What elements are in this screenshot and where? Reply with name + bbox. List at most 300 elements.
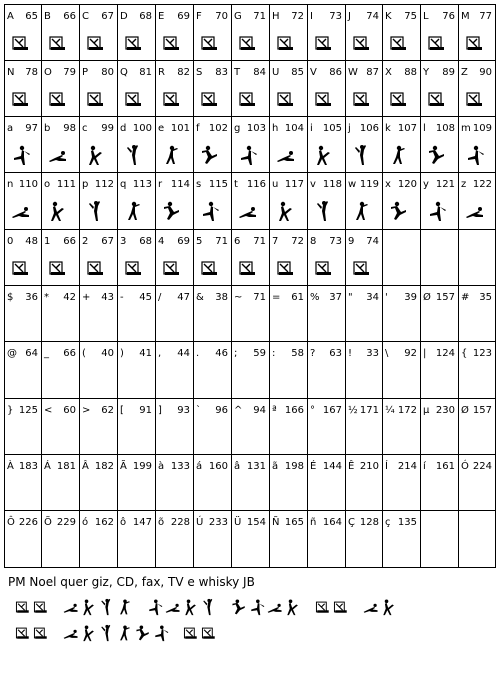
cell-code: 44 — [177, 348, 190, 359]
placeholder-icon — [388, 32, 410, 54]
cell-code: 71 — [253, 236, 266, 247]
cell-label — [158, 460, 190, 474]
figure-icon — [161, 144, 183, 166]
cell-character: b — [44, 123, 51, 134]
figure-icon — [388, 144, 410, 166]
glyph-cell — [193, 510, 231, 567]
glyph-cell — [155, 229, 193, 285]
placeholder-icon — [426, 32, 448, 54]
cell-label — [461, 66, 492, 80]
glyph-cell — [269, 172, 307, 229]
glyph-cell — [307, 116, 345, 172]
figure-icon — [98, 622, 116, 644]
cell-character: F — [196, 11, 202, 22]
placeholder-icon — [351, 88, 373, 110]
cell-label — [461, 291, 492, 305]
placeholder-icon — [10, 32, 32, 54]
glyph-cell — [345, 341, 382, 398]
cell-character: Ø — [423, 292, 431, 303]
cell-code: 74 — [366, 236, 379, 247]
cell-label — [44, 122, 76, 136]
cell-character: 0 — [7, 236, 14, 247]
cell-label — [158, 122, 190, 136]
placeholder-icon — [85, 32, 107, 54]
cell-character: ' — [385, 292, 388, 303]
sample-text: PM Noel quer giz, CD, fax, TV e whisky JB — [8, 575, 255, 589]
cell-code: 183 — [18, 461, 38, 472]
cell-label — [385, 178, 417, 192]
cell-code: 123 — [472, 348, 492, 359]
glyph-cell — [231, 285, 269, 341]
cell-label — [158, 66, 190, 80]
cell-character: Á — [44, 461, 51, 472]
placeholder-icon — [313, 32, 335, 54]
cell-code: 43 — [101, 292, 114, 303]
cell-label — [7, 291, 38, 305]
glyph-cell — [420, 172, 458, 229]
cell-label — [272, 66, 304, 80]
placeholder-icon — [182, 622, 200, 644]
glyph-cell — [231, 229, 269, 285]
glyph-cell — [458, 398, 495, 454]
glyph-cell — [41, 4, 79, 60]
cell-character: w — [348, 179, 357, 190]
cell-character: { — [461, 348, 468, 359]
cell-code: 59 — [253, 348, 266, 359]
cell-code: 121 — [435, 179, 455, 190]
figure-icon — [237, 144, 259, 166]
cell-label — [82, 404, 114, 418]
cell-character: ( — [82, 348, 86, 359]
cell-label — [196, 10, 228, 24]
cell-code: 70 — [215, 11, 228, 22]
glyph-cell — [458, 60, 495, 116]
glyph-cell — [345, 229, 382, 285]
placeholder-icon — [314, 596, 332, 618]
grid-row-line — [4, 567, 496, 568]
placeholder-icon — [237, 32, 259, 54]
cell-character: à — [158, 461, 165, 472]
cell-label — [234, 291, 266, 305]
cell-character: l — [423, 123, 426, 134]
figure-icon — [351, 200, 373, 222]
glyph-cell — [458, 341, 495, 398]
cell-character: õ — [158, 517, 165, 528]
cell-code: 226 — [18, 517, 38, 528]
cell-character: + — [82, 292, 91, 303]
glyph-cell — [117, 454, 155, 510]
cell-character: @ — [7, 348, 17, 359]
cell-label — [196, 404, 228, 418]
cell-label — [44, 404, 76, 418]
figure-icon — [388, 200, 410, 222]
glyph-cell — [79, 229, 117, 285]
cell-character: C — [82, 11, 89, 22]
cell-character: J — [348, 11, 351, 22]
glyph-cell — [117, 60, 155, 116]
glyph-cell — [117, 285, 155, 341]
cell-code: 72 — [291, 11, 304, 22]
cell-code: 62 — [101, 405, 114, 416]
glyph-cell — [155, 285, 193, 341]
cell-code: 104 — [284, 123, 304, 134]
cell-label — [44, 66, 76, 80]
glyph-cell — [420, 285, 458, 341]
cell-character: K — [385, 11, 392, 22]
cell-label — [196, 460, 228, 474]
cell-character: c — [82, 123, 88, 134]
cell-character: O — [44, 67, 52, 78]
cell-label — [310, 347, 342, 361]
glyph-cell — [345, 510, 382, 567]
placeholder-icon — [464, 32, 486, 54]
cell-label — [44, 235, 76, 249]
cell-character: ? — [310, 348, 316, 359]
cell-character: . — [196, 348, 200, 359]
cell-code: 90 — [479, 67, 492, 78]
cell-character: a — [7, 123, 14, 134]
cell-character: $ — [7, 292, 14, 303]
placeholder-icon — [199, 257, 221, 279]
cell-code: 105 — [322, 123, 342, 134]
figure-icon — [134, 622, 152, 644]
cell-label — [310, 460, 342, 474]
figure-icon — [351, 144, 373, 166]
cell-label — [234, 66, 266, 80]
cell-label — [7, 235, 38, 249]
cell-code: 224 — [472, 461, 492, 472]
cell-label — [234, 460, 266, 474]
glyph-cell — [4, 116, 41, 172]
glyph-cell — [41, 172, 79, 229]
cell-code: 120 — [397, 179, 417, 190]
cell-character: / — [158, 292, 162, 303]
glyph-cell — [231, 398, 269, 454]
figure-icon — [10, 144, 32, 166]
figure-icon — [47, 200, 69, 222]
cell-character: Í — [385, 461, 388, 472]
glyph-cell — [382, 398, 420, 454]
cell-label — [348, 10, 379, 24]
cell-character: f — [196, 123, 200, 134]
glyph-cell — [345, 285, 382, 341]
cell-character: A — [7, 11, 14, 22]
cell-code: 41 — [139, 348, 152, 359]
cell-character: X — [385, 67, 392, 78]
cell-code: 33 — [366, 348, 379, 359]
cell-label — [196, 66, 228, 80]
cell-code: 115 — [208, 179, 228, 190]
glyph-cell — [420, 454, 458, 510]
cell-label — [196, 516, 228, 530]
cell-code: 47 — [177, 292, 190, 303]
cell-character: o — [44, 179, 51, 190]
cell-character: : — [272, 348, 276, 359]
placeholder-icon — [123, 32, 145, 54]
cell-label — [234, 10, 266, 24]
cell-character: ã — [272, 461, 279, 472]
cell-character: j — [348, 123, 351, 134]
cell-label — [120, 66, 152, 80]
placeholder-icon — [464, 88, 486, 110]
cell-code: 128 — [359, 517, 379, 528]
glyph-cell — [4, 4, 41, 60]
cell-character: p — [82, 179, 89, 190]
cell-label — [82, 460, 114, 474]
cell-code: 67 — [101, 236, 114, 247]
cell-character: * — [44, 292, 49, 303]
cell-character: ½ — [348, 405, 358, 416]
cell-character: Õ — [44, 517, 52, 528]
glyph-cell — [41, 510, 79, 567]
cell-code: 61 — [291, 292, 304, 303]
cell-character: V — [310, 67, 317, 78]
glyph-cell — [307, 60, 345, 116]
cell-label — [234, 178, 266, 192]
glyph-cell — [4, 510, 41, 567]
cell-code: 116 — [246, 179, 266, 190]
cell-character: z — [461, 179, 467, 190]
cell-label — [385, 291, 417, 305]
cell-label — [423, 122, 455, 136]
figure-icon — [152, 622, 170, 644]
placeholder-icon — [161, 88, 183, 110]
cell-character: À — [7, 461, 14, 472]
figure-icon — [85, 144, 107, 166]
cell-code: 114 — [170, 179, 190, 190]
placeholder-icon — [14, 596, 32, 618]
cell-label — [310, 122, 342, 136]
cell-label — [461, 122, 492, 136]
cell-character: n — [7, 179, 14, 190]
cell-code: 125 — [18, 405, 38, 416]
cell-label — [461, 516, 492, 530]
glyph-cell — [269, 285, 307, 341]
placeholder-icon — [161, 257, 183, 279]
cell-character: ç — [385, 517, 391, 528]
sample-glyph-row-2 — [14, 622, 494, 644]
cell-character: E — [158, 11, 165, 22]
cell-label — [272, 122, 304, 136]
figure-icon — [313, 144, 335, 166]
cell-code: 157 — [472, 405, 492, 416]
cell-code: 66 — [63, 236, 76, 247]
cell-character: Ø — [461, 405, 469, 416]
glyph-cell — [155, 60, 193, 116]
glyph-cell — [458, 285, 495, 341]
cell-code: 89 — [442, 67, 455, 78]
cell-code: 74 — [366, 11, 379, 22]
cell-character: R — [158, 67, 165, 78]
glyph-cell — [41, 229, 79, 285]
placeholder-icon — [47, 32, 69, 54]
cell-label — [310, 10, 342, 24]
figure-icon — [199, 144, 221, 166]
cell-character: L — [423, 11, 429, 22]
cell-character: U — [272, 67, 280, 78]
cell-code: 109 — [472, 123, 492, 134]
cell-code: 91 — [139, 405, 152, 416]
figure-icon — [146, 596, 164, 618]
cell-code: 117 — [284, 179, 304, 190]
glyph-cell — [382, 454, 420, 510]
cell-character: Â — [82, 461, 89, 472]
cell-code: 94 — [253, 405, 266, 416]
cell-label — [348, 178, 379, 192]
cell-code: 71 — [215, 236, 228, 247]
glyph-cell — [117, 510, 155, 567]
figure-icon — [123, 144, 145, 166]
cell-label — [44, 10, 76, 24]
glyph-cell — [231, 116, 269, 172]
placeholder-icon — [199, 88, 221, 110]
cell-character: â — [234, 461, 241, 472]
glyph-cell — [420, 229, 458, 285]
cell-code: 154 — [246, 517, 266, 528]
cell-label — [385, 347, 417, 361]
cell-code: 63 — [329, 348, 342, 359]
figure-icon — [98, 596, 116, 618]
cell-character: B — [44, 11, 51, 22]
cell-character: k — [385, 123, 391, 134]
cell-character: Ô — [7, 517, 15, 528]
placeholder-icon — [351, 257, 373, 279]
cell-character: Y — [423, 67, 430, 78]
cell-label — [44, 460, 76, 474]
cell-label — [82, 10, 114, 24]
cell-label — [423, 66, 455, 80]
cell-code: 48 — [25, 236, 38, 247]
cell-label — [461, 10, 492, 24]
glyph-cell — [117, 341, 155, 398]
figure-icon — [426, 144, 448, 166]
glyph-cell — [458, 172, 495, 229]
cell-code: 214 — [397, 461, 417, 472]
cell-character: 4 — [158, 236, 165, 247]
cell-code: 102 — [208, 123, 228, 134]
cell-code: 98 — [63, 123, 76, 134]
figure-icon — [200, 596, 218, 618]
cell-code: 80 — [101, 67, 114, 78]
glyph-cell — [79, 4, 117, 60]
glyph-cell — [193, 172, 231, 229]
glyph-cell — [193, 341, 231, 398]
cell-character: I — [310, 11, 313, 22]
glyph-cell — [231, 454, 269, 510]
cell-code: 181 — [56, 461, 76, 472]
cell-character: ó — [82, 517, 89, 528]
glyph-cell — [269, 229, 307, 285]
glyph-cell — [307, 285, 345, 341]
placeholder-icon — [313, 257, 335, 279]
glyph-cell — [41, 116, 79, 172]
cell-code: 210 — [359, 461, 379, 472]
cell-label — [196, 122, 228, 136]
glyph-cell — [79, 454, 117, 510]
glyph-cell — [79, 341, 117, 398]
figure-icon — [230, 596, 248, 618]
cell-code: 157 — [435, 292, 455, 303]
glyph-cell — [193, 4, 231, 60]
placeholder-icon — [237, 88, 259, 110]
cell-label — [82, 235, 114, 249]
cell-code: 99 — [101, 123, 114, 134]
cell-label — [234, 235, 266, 249]
cell-code: 229 — [56, 517, 76, 528]
cell-character: ! — [348, 348, 353, 359]
cell-label — [423, 10, 455, 24]
cell-character: r — [158, 179, 163, 190]
glyph-cell — [382, 510, 420, 567]
glyph-cell — [193, 116, 231, 172]
cell-code: 36 — [25, 292, 38, 303]
cell-label — [120, 460, 152, 474]
glyph-cell — [307, 229, 345, 285]
cell-label — [7, 404, 38, 418]
glyph-cell — [79, 398, 117, 454]
figure-icon — [116, 596, 134, 618]
glyph-cell — [193, 454, 231, 510]
cell-character: | — [423, 348, 427, 359]
cell-code: 113 — [132, 179, 152, 190]
cell-code: 83 — [215, 67, 228, 78]
figure-icon — [237, 200, 259, 222]
cell-character: P — [82, 67, 89, 78]
cell-label — [82, 66, 114, 80]
cell-character: ~ — [234, 292, 243, 303]
cell-character: = — [272, 292, 281, 303]
figure-icon — [10, 200, 32, 222]
glyph-cell — [345, 116, 382, 172]
cell-character: m — [461, 123, 471, 134]
cell-character: D — [120, 11, 128, 22]
glyph-cell — [193, 285, 231, 341]
glyph-cell — [382, 285, 420, 341]
glyph-cell — [79, 60, 117, 116]
cell-character: } — [7, 405, 14, 416]
figure-icon — [426, 200, 448, 222]
cell-code: 182 — [94, 461, 114, 472]
cell-code: 85 — [291, 67, 304, 78]
cell-character: ° — [310, 405, 315, 416]
cell-character: ) — [120, 348, 124, 359]
figure-icon — [80, 596, 98, 618]
placeholder-icon — [351, 32, 373, 54]
cell-code: 171 — [359, 405, 379, 416]
glyph-cell — [155, 454, 193, 510]
figure-icon — [380, 596, 398, 618]
cell-code: 118 — [322, 179, 342, 190]
cell-code: 79 — [63, 67, 76, 78]
cell-label — [272, 347, 304, 361]
glyph-cell — [420, 341, 458, 398]
glyph-cell — [307, 4, 345, 60]
cell-character: " — [348, 292, 353, 303]
cell-code: 65 — [25, 11, 38, 22]
glyph-cell — [155, 172, 193, 229]
cell-character: 6 — [234, 236, 241, 247]
placeholder-icon — [237, 257, 259, 279]
glyph-cell — [345, 398, 382, 454]
glyph-cell — [117, 4, 155, 60]
cell-code: 35 — [479, 292, 492, 303]
glyph-cell — [117, 172, 155, 229]
cell-label — [196, 178, 228, 192]
cell-code: 58 — [291, 348, 304, 359]
cell-character: ^ — [234, 405, 243, 416]
cell-code: 38 — [215, 292, 228, 303]
cell-label — [348, 122, 379, 136]
